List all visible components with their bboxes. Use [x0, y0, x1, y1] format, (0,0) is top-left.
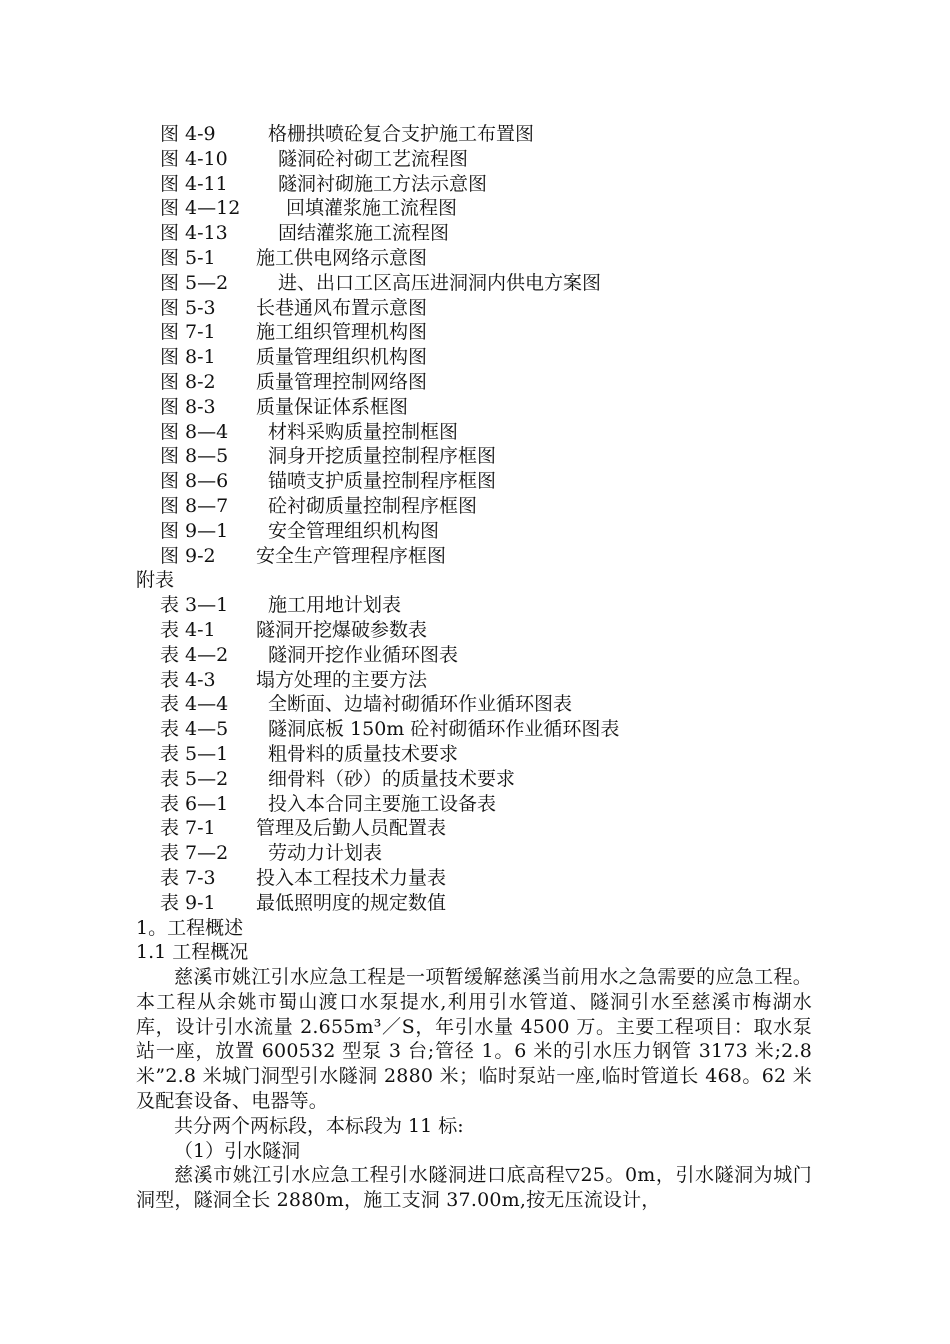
table-entry-number: 表 7-1 [160, 817, 216, 840]
table-entry [136, 618, 812, 643]
table-entry [136, 841, 812, 866]
figure-entry-number: 图 9—1 [160, 519, 229, 542]
figure-entry-number: 图 8—4 [160, 420, 229, 443]
figure-entry [136, 320, 812, 345]
table-entry [136, 792, 812, 817]
figure-entry-title: 固结灌浆施工流程图 [278, 222, 450, 245]
table-entry-title: 施工用地计划表 [268, 594, 402, 617]
figure-entry-title: 锚喷支护质量控制程序框图 [268, 470, 497, 493]
table-entry-number: 表 6—1 [160, 792, 229, 815]
figure-entry [136, 519, 812, 544]
table-entry-number: 表 9-1 [160, 891, 216, 914]
table-list [136, 593, 812, 915]
table-entry-title: 隧洞开挖爆破参数表 [256, 618, 428, 641]
table-entry-title: 细骨料（砂）的质量技术要求 [268, 767, 516, 790]
figure-entry-title: 进、出口工区高压进洞洞内供电方案图 [278, 271, 602, 294]
table-entry-number: 表 4—2 [160, 643, 229, 666]
figure-entry-number: 图 4—12 [160, 197, 241, 220]
figure-entry [136, 444, 812, 469]
figure-entry [136, 147, 812, 172]
table-entry-number: 表 4-1 [160, 618, 216, 641]
table-entry-title: 劳动力计划表 [268, 842, 383, 865]
figure-entry [136, 420, 812, 445]
figure-entry-title: 材料采购质量控制框图 [268, 420, 459, 443]
table-entry-title: 塌方处理的主要方法 [256, 668, 428, 691]
figure-entry-number: 图 4-13 [160, 222, 228, 245]
table-entry-title: 投入本工程技术力量表 [256, 866, 447, 889]
section-heading-1: 1。工程概述 [136, 916, 244, 939]
figure-entry-title: 格栅拱喷砼复合支护施工布置图 [268, 123, 535, 145]
table-entry-title: 隧洞底板 150m 砼衬砌循环作业循环图表 [268, 718, 620, 741]
figure-entry-title: 安全生产管理程序框图 [256, 544, 447, 567]
figure-entry [136, 494, 812, 519]
figure-entry-number: 图 8-2 [160, 370, 216, 393]
figure-entry-title: 安全管理组织机构图 [268, 519, 440, 542]
tunnel-paragraph: 慈溪市姚江引水应急工程引水隧洞进口底高程▽25。0m，引水隧洞为城门洞型，隧洞全长 2880m，施工支洞 37.00m,按无压流设计， [136, 1164, 812, 1212]
figure-entry [136, 172, 812, 197]
figure-entry-title: 回填灌浆施工流程图 [286, 197, 458, 220]
table-entry [136, 767, 812, 792]
table-entry-title: 隧洞开挖作业循环图表 [268, 643, 459, 666]
figure-entry-number: 图 4-9 [160, 123, 216, 145]
table-entry [136, 717, 812, 742]
figure-entry-title: 隧洞衬砌施工方法示意图 [278, 172, 488, 195]
figure-entry [136, 246, 812, 271]
figure-entry-number: 图 8-3 [160, 395, 216, 418]
figure-entry-title: 质量管理控制网络图 [256, 370, 428, 393]
table-entry-title: 投入本合同主要施工设备表 [268, 792, 497, 815]
table-entry-number: 表 5—1 [160, 742, 229, 765]
figure-entry-number: 图 4-11 [160, 172, 228, 195]
table-entry-title: 最低照明度的规定数值 [256, 891, 447, 914]
figure-entry-title: 施工供电网络示意图 [256, 246, 428, 269]
figure-entry-number: 图 5-3 [160, 296, 216, 319]
figure-entry-title: 质量保证体系框图 [256, 395, 409, 418]
figure-entry [136, 370, 812, 395]
appendix-heading: 附表 [136, 569, 175, 592]
figure-entry-title: 质量管理组织机构图 [256, 346, 428, 369]
figure-entry-number: 图 8—6 [160, 470, 229, 493]
table-entry [136, 866, 812, 891]
figure-list [136, 122, 812, 568]
table-entry [136, 668, 812, 693]
table-entry-number: 表 4—5 [160, 718, 229, 741]
table-entry [136, 593, 812, 618]
table-entry [136, 891, 812, 916]
figure-entry [136, 296, 812, 321]
figure-entry [136, 345, 812, 370]
table-entry-number: 表 7—2 [160, 842, 229, 865]
figure-entry-title: 长巷通风布置示意图 [256, 296, 428, 319]
figure-entry [136, 395, 812, 420]
figure-entry-number: 图 8—5 [160, 445, 229, 468]
figure-entry-number: 图 7-1 [160, 321, 216, 344]
table-entry-title: 全断面、边墙衬砌循环作业循环图表 [268, 693, 573, 716]
table-entry-number: 表 3—1 [160, 594, 229, 617]
table-entry [136, 742, 812, 767]
figure-entry [136, 196, 812, 221]
table-entry [136, 816, 812, 841]
figure-entry [136, 271, 812, 296]
table-entry [136, 643, 812, 668]
table-entry-number: 表 4—4 [160, 693, 229, 716]
figure-entry [136, 544, 812, 569]
table-entry [136, 692, 812, 717]
table-entry-title: 粗骨料的质量技术要求 [268, 742, 459, 765]
section-split-paragraph: 共分两个两标段，本标段为 11 标: [174, 1114, 464, 1137]
figure-entry-title: 隧洞砼衬砌工艺流程图 [278, 147, 469, 170]
figure-entry-title: 砼衬砌质量控制程序框图 [268, 494, 478, 517]
figure-entry-number: 图 4-10 [160, 147, 228, 170]
figure-entry-number: 图 8-1 [160, 346, 216, 369]
overview-paragraph: 慈溪市姚江引水应急工程是一项暂缓解慈溪当前用水之急需要的应急工程。本工程从余姚市蜀山渡口水泵提水,利用引水管道、隧洞引水至慈溪市梅湖水库，设计引水流量 2.655m³／S，年引水量 4500 万。主要工程项目：取水泵站一座，放置 600532 型泵 3 台;管径 1。6 米的引水压力钢管 3173 米;2.8 米”2.8 米城门洞型引水隧洞 2880 米；临时泵站一座,临时管道长 468。62 米及配套设备、电器等。 [136, 966, 812, 1113]
figure-entry [136, 122, 812, 147]
section-heading-1-1: 1.1 工程概况 [136, 941, 249, 964]
table-entry-number: 表 7-3 [160, 866, 216, 889]
figure-entry [136, 221, 812, 246]
table-entry-title: 管理及后勤人员配置表 [256, 817, 447, 840]
table-entry-number: 表 4-3 [160, 668, 216, 691]
tunnel-subheading: （1）引水隧洞 [174, 1139, 301, 1162]
figure-entry-number: 图 8—7 [160, 494, 229, 517]
table-entry-number: 表 5—2 [160, 767, 229, 790]
figure-entry-title: 施工组织管理机构图 [256, 321, 428, 344]
figure-entry-number: 图 5-1 [160, 246, 216, 269]
document-body [136, 122, 812, 1213]
figure-entry-number: 图 9-2 [160, 544, 216, 567]
figure-entry-title: 洞身开挖质量控制程序框图 [268, 445, 497, 468]
figure-entry-number: 图 5—2 [160, 271, 229, 294]
figure-entry [136, 469, 812, 494]
